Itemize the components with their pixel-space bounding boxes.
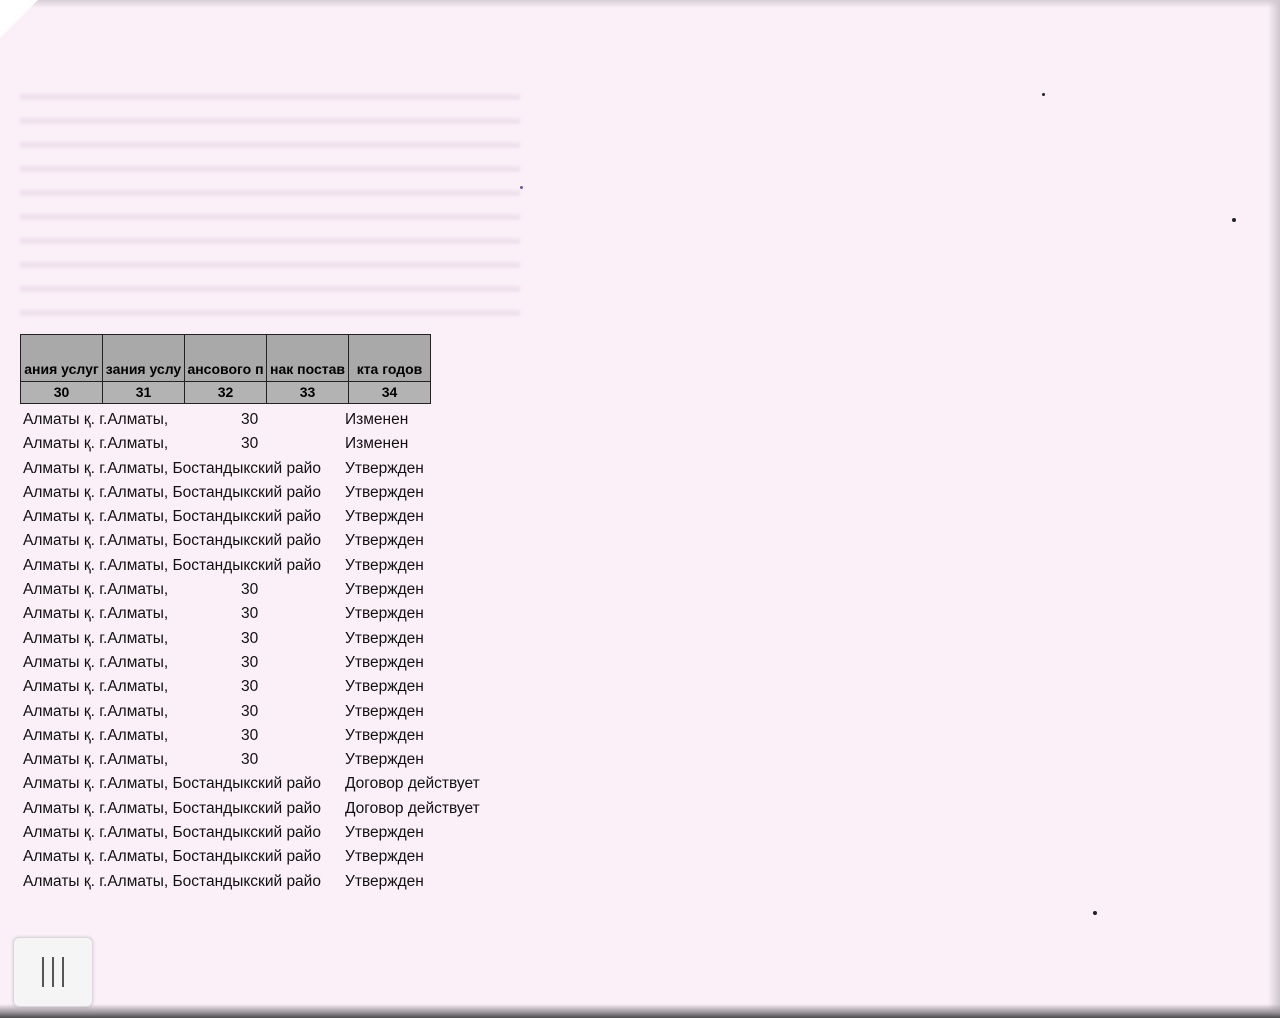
table-row [20, 870, 520, 894]
value-cell: 30 [241, 751, 259, 769]
address-cell: Алматы қ. г.Алматы, Бостандыкский райо [23, 459, 321, 477]
table-row [20, 651, 520, 675]
status-cell: Утвержден [345, 532, 424, 550]
column-number: 33 [267, 382, 349, 404]
address-cell: Алматы қ. г.Алматы, [23, 581, 169, 599]
ink-speck [1093, 911, 1097, 915]
table-row [20, 700, 520, 724]
table-row [20, 408, 520, 432]
status-cell: Утвержден [345, 726, 424, 744]
address-cell: Алматы қ. г.Алматы, Бостандыкский райо [23, 508, 321, 526]
table-row [20, 748, 520, 772]
address-cell: Алматы қ. г.Алматы, [23, 605, 169, 623]
status-cell: Утвержден [345, 702, 424, 720]
address-cell: Алматы қ. г.Алматы, Бостандыкский райо [23, 483, 321, 501]
table-row [20, 772, 520, 796]
address-cell: Алматы қ. г.Алматы, [23, 411, 169, 428]
header-cell: кта годов [349, 335, 431, 382]
table-row [20, 821, 520, 845]
table-row [20, 432, 520, 456]
address-cell: Алматы қ. г.Алматы, Бостандыкский райо [23, 532, 321, 550]
status-cell: Утвержден [345, 556, 424, 574]
table-row [20, 481, 520, 505]
table-row [20, 627, 520, 651]
table-row [20, 578, 520, 602]
address-cell: Алматы қ. г.Алматы, Бостандыкский райо [23, 872, 321, 890]
status-cell: Утвержден [345, 629, 424, 647]
column-number: 32 [185, 382, 267, 404]
column-number: 34 [349, 382, 431, 404]
table-row [20, 602, 520, 626]
address-cell: Алматы қ. г.Алматы, Бостандыкский райо [23, 556, 321, 574]
value-cell: 30 [241, 653, 259, 671]
status-cell: Договор действует [345, 799, 480, 817]
status-cell: Изменен [345, 435, 409, 453]
address-cell: Алматы қ. г.Алматы, [23, 702, 169, 720]
status-cell: Утвержден [345, 824, 424, 842]
address-cell: Алматы қ. г.Алматы, [23, 751, 169, 769]
table-row [20, 797, 520, 821]
status-cell: Утвержден [345, 605, 424, 623]
address-cell: Алматы қ. г.Алматы, Бостандыкский райо [23, 824, 321, 842]
ink-speck [1042, 93, 1045, 96]
address-cell: Алматы қ. г.Алматы, [23, 629, 169, 647]
status-cell: Утвержден [345, 581, 424, 599]
three-vertical-bars-icon [42, 957, 64, 987]
status-cell: Утвержден [345, 751, 424, 769]
table-row [20, 724, 520, 748]
value-cell: 30 [241, 605, 259, 623]
status-cell: Утвержден [345, 459, 424, 477]
table-row [20, 845, 520, 869]
address-cell: Алматы қ. г.Алматы, Бостандыкский райо [23, 799, 321, 817]
header-label-row [21, 335, 431, 382]
ink-speck [520, 186, 523, 189]
bleed-through-text [20, 80, 520, 330]
menu-button[interactable] [13, 937, 93, 1007]
value-cell: 30 [241, 581, 259, 599]
page-right-edge [1268, 0, 1280, 1018]
table-row [20, 675, 520, 699]
value-cell: 30 [241, 726, 259, 744]
address-cell: Алматы қ. г.Алматы, [23, 653, 169, 671]
header-cell: ансового п [185, 335, 267, 382]
status-cell: Договор действует [345, 775, 480, 793]
address-cell: Алматы қ. г.Алматы, [23, 678, 169, 696]
page-top-edge [0, 0, 1280, 8]
column-number: 31 [103, 382, 185, 404]
address-cell: Алматы қ. г.Алматы, Бостандыкский райо [23, 848, 321, 866]
value-cell: 30 [241, 678, 259, 696]
header-cell: зания услу [103, 335, 185, 382]
status-cell: Утвержден [345, 678, 424, 696]
header-cell: ания услуг [21, 335, 103, 382]
table-body [20, 408, 520, 894]
header-cell: нак постав [267, 335, 349, 382]
column-number: 30 [21, 382, 103, 404]
status-cell: Изменен [345, 411, 409, 428]
value-cell: 30 [241, 411, 259, 428]
table-row [20, 457, 520, 481]
address-cell: Алматы қ. г.Алматы, [23, 435, 169, 453]
folded-corner [0, 0, 38, 38]
value-cell: 30 [241, 702, 259, 720]
value-cell: 30 [241, 435, 259, 453]
page-bottom-edge [0, 1004, 1280, 1018]
status-cell: Утвержден [345, 872, 424, 890]
status-cell: Утвержден [345, 848, 424, 866]
table-header [20, 334, 431, 404]
status-cell: Утвержден [345, 483, 424, 501]
status-cell: Утвержден [345, 653, 424, 671]
address-cell: Алматы қ. г.Алматы, Бостандыкский райо [23, 775, 321, 793]
header-number-row [21, 382, 431, 404]
table-row [20, 529, 520, 553]
address-cell: Алматы қ. г.Алматы, [23, 726, 169, 744]
table-row [20, 505, 520, 529]
value-cell: 30 [241, 629, 259, 647]
status-cell: Утвержден [345, 508, 424, 526]
table-row [20, 554, 520, 578]
ink-speck [1232, 218, 1236, 222]
